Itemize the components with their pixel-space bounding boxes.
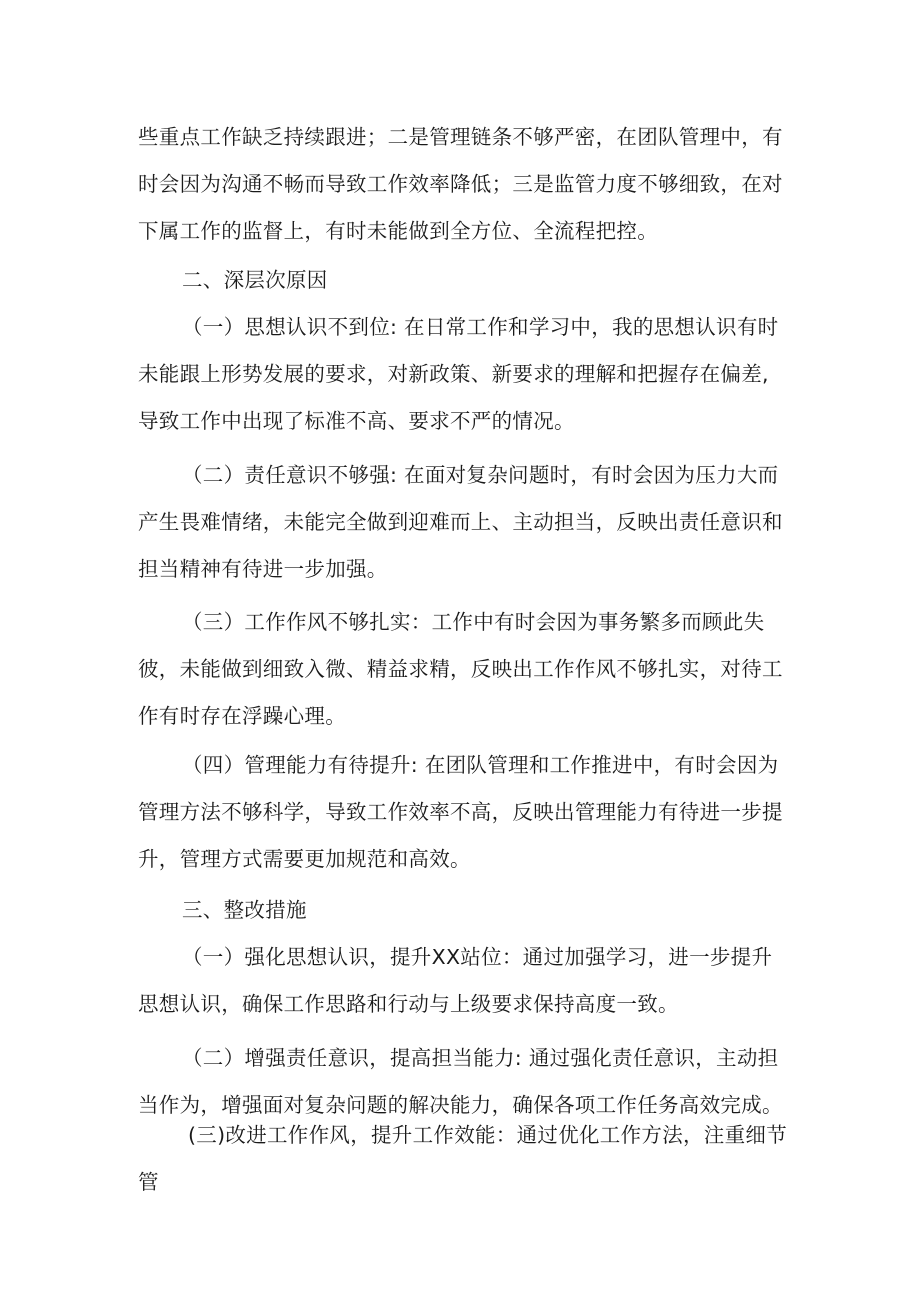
paragraph-measure-2: （二）增强责任意识，提高担当能力: 通过强化责任意识，主动担当作为，增强面对复杂问题的解决能力，确保各项工作任务高效完成。 bbox=[138, 1046, 783, 1117]
paragraph-cause-1: （一）思想认识不到位: 在日常工作和学习中，我的思想认识有时未能跟上形势发展的要求，对新政策、新要求的理解和把握存在偏差, 导致工作中出现了标准不高、要求不严的情况。 bbox=[138, 315, 779, 433]
paragraph-measure-3: (三)改进工作作风，提升工作效能：通过优化工作方法，注重细节管 bbox=[138, 1123, 787, 1194]
paragraph-cause-4: （四）管理能力有待提升: 在团队管理和工作推进中，有时会因为管理方法不够科学，导致工作效率不高，反映出管理能力有待进一步提升，管理方式需要更加规范和高效。 bbox=[138, 753, 783, 871]
paragraph-cause-3: （三）工作作风不够扎实：工作中有时会因为事务繁多而顾此失彼，未能做到细致入微、精益求精，反映出工作作风不够扎实，对待工作有时存在浮躁心理。 bbox=[138, 610, 783, 728]
section-heading-rectification: 三、整改措施 bbox=[182, 898, 307, 922]
paragraph-measure-1: （一）强化思想认识，提升XX站位：通过加强学习，进一步提升思想认识，确保工作思路和行动与上级要求保持高度一致。 bbox=[138, 945, 773, 1016]
paragraph-cause-2: （二）责任意识不够强: 在面对复杂问题时，有时会因为压力大而产生畏难情绪，未能完全做到迎难而上、主动担当，反映出责任意识和担当精神有待进一步加强。 bbox=[138, 463, 783, 581]
section-heading-deep-causes: 二、深层次原因 bbox=[182, 268, 328, 292]
paragraph-intro-continuation: 些重点工作缺乏持续跟进；二是管理链条不够严密，在团队管理中，有时会因为沟通不畅而导致工作效率降低；三是监管力度不够细致，在对下属工作的监督上，有时未能做到全方位、全流程把控。 bbox=[138, 125, 783, 243]
